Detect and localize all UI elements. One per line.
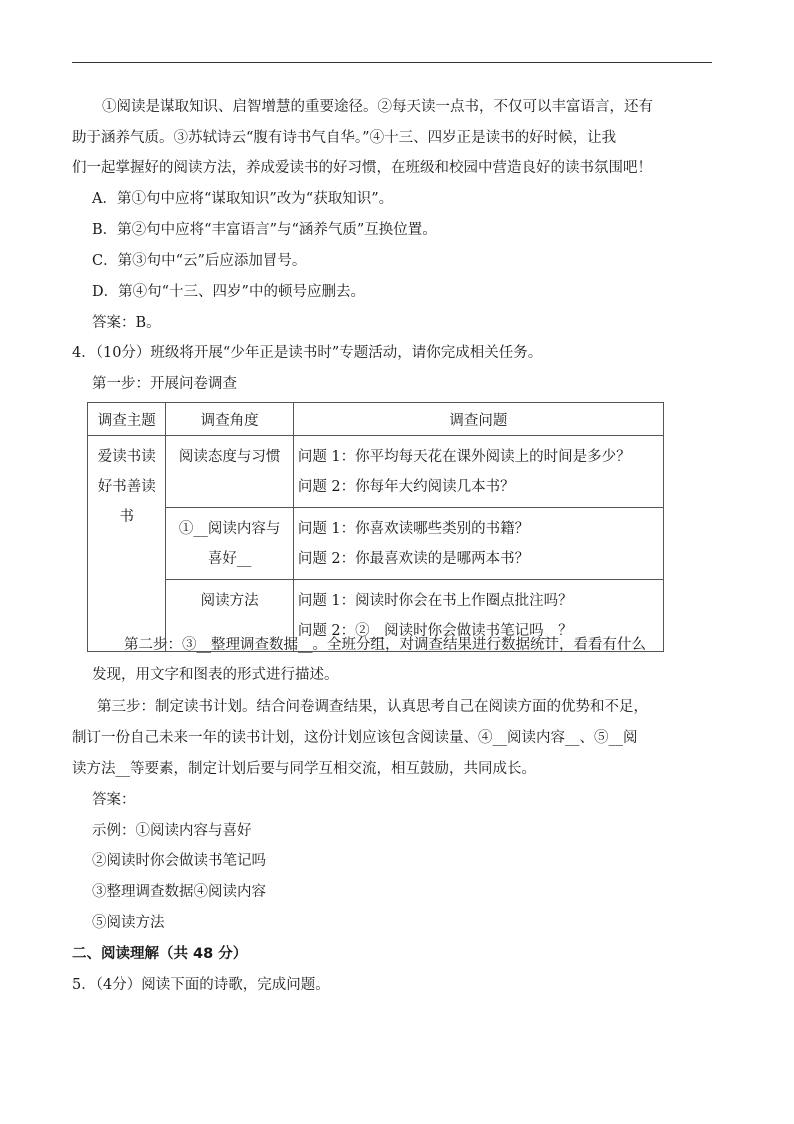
question-line: 问题 2：你每年大约阅读几本书？ — [297, 479, 515, 495]
step1-label: 第一步：开展问卷调查 — [92, 376, 237, 392]
step3-line-2: 制订一份自己未来一年的读书计划，这份计划应该包含阅读量、④__阅读内容__、⑤__阅 — [72, 730, 638, 746]
step2-line-1: 第二步：③__整理调查数据__。全班分组，对调查结果进行数据统计，看看有什么 — [124, 637, 646, 653]
questions-cell — [293, 436, 663, 508]
questions-cell — [293, 508, 663, 580]
question-line: 问题 2：②__阅读时你会做读书笔记吗__？ — [297, 623, 573, 639]
angle-line: 阅读态度与习惯 — [178, 449, 281, 465]
option-b: B．第②句中应将“丰富语言”与“涵养气质”互换位置。 — [92, 222, 437, 238]
q4-title: 4．（10分）班级将开展“少年正是读书时”专题活动，请你完成相关任务。 — [72, 345, 543, 361]
step2-line-2: 发现，用文字和图表的形式进行描述。 — [92, 667, 339, 683]
topic-line: 好书善读 — [97, 479, 156, 495]
question-line: 问题 1：阅读时你会在书上作圈点批注吗？ — [297, 593, 573, 609]
step3-line-1: 第三步：制定读书计划。结合问卷调查结果，认真思考自己在阅读方面的优势和不足， — [97, 699, 648, 715]
header-rule — [72, 62, 712, 63]
header-angle: 调查角度 — [166, 403, 293, 436]
angle-line: ①__阅读内容与 — [178, 521, 281, 537]
table-row — [88, 436, 664, 508]
q5-title: 5．（4分）阅读下面的诗歌，完成问题。 — [72, 977, 330, 993]
q4-answer-label: 答案： — [92, 792, 136, 808]
question-line: 问题 2：你最喜欢读的是哪两本书？ — [297, 551, 530, 567]
passage-line-1: ①阅读是谋取知识、启智增慧的重要途径。②每天读一点书，不仅可以丰富语言，还有 — [102, 99, 653, 115]
table-row — [88, 508, 664, 580]
q3-answer: 答案：B。 — [92, 315, 161, 331]
answer-line: ③整理调查数据④阅读内容 — [92, 884, 266, 900]
header-question: 调查问题 — [293, 403, 663, 436]
angle-cell — [166, 508, 293, 580]
header-topic: 调查主题 — [88, 403, 166, 436]
topic-cell — [88, 436, 166, 652]
answer-line: ⑤阅读方法 — [92, 915, 165, 931]
angle-line: 阅读方法 — [200, 593, 259, 609]
angle-cell — [166, 436, 293, 508]
section-heading: 二、阅读理解（共 48 分） — [72, 946, 248, 962]
question-line: 问题 1：你平均每天花在课外阅读上的时间是多少？ — [297, 449, 631, 465]
answer-line: ②阅读时你会做读书笔记吗 — [92, 853, 266, 869]
topic-line: 爱读书读 — [97, 449, 156, 465]
answer-line: 示例：①阅读内容与喜好 — [92, 823, 252, 839]
survey-table — [87, 402, 664, 652]
question-line: 问题 1：你喜欢读哪些类别的书籍？ — [297, 521, 530, 537]
option-a: A．第①句中应将“谋取知识”改为“获取知识”。 — [92, 191, 394, 207]
table-header-row — [88, 403, 664, 436]
option-c: C．第③句中“云”后应添加冒号。 — [92, 253, 307, 269]
passage-line-2: 助于涵养气质。③苏轼诗云“腹有诗书气自华。”④十三、四岁正是读书的好时候，让我 — [72, 130, 617, 146]
topic-line: 书 — [119, 509, 134, 525]
step3-line-3: 读方法__等要素，制定计划后要与同学互相交流，相互鼓励，共同成长。 — [72, 761, 536, 777]
passage-line-3: 们一起掌握好的阅读方法，养成爱读书的好习惯，在班级和校园中营造良好的读书氛围吧！ — [72, 160, 652, 176]
angle-line: 喜好__ — [207, 551, 252, 567]
option-d: D．第④句“十三、四岁”中的顿号应删去。 — [92, 284, 365, 300]
